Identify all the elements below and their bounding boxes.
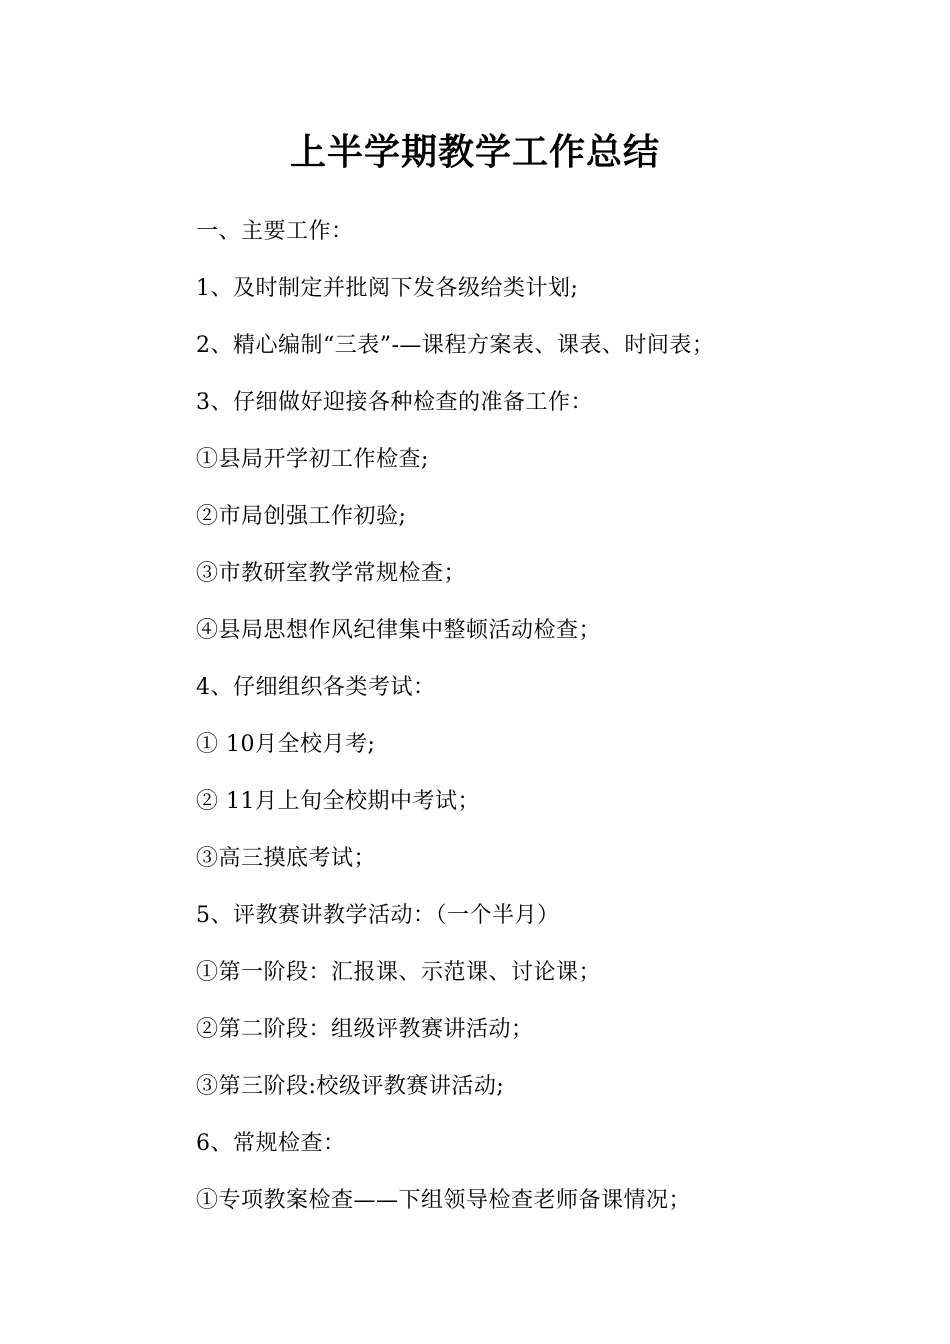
sub-list-item: ②市局创强工作初验; <box>196 504 407 529</box>
sub-list-item: ③高三摸底考试； <box>196 846 377 871</box>
sub-list-item: ②第二阶段：组级评教赛讲活动； <box>196 1017 534 1042</box>
sub-list-item: ①专项教案检查——下组领导检查老师备课情况； <box>196 1188 692 1213</box>
list-item: 4、仔细组织各类考试： <box>196 675 436 700</box>
list-item: 6、常规检查： <box>196 1131 346 1156</box>
sub-list-item: ③第三阶段:校级评教赛讲活动; <box>196 1074 505 1099</box>
document-title: 上半学期教学工作总结 <box>289 131 660 173</box>
sub-list-item: ①县局开学初工作检查; <box>196 447 429 472</box>
sub-list-item: ④县局思想作风纪律集中整顿活动检查； <box>196 618 602 643</box>
section-heading-main-work: 一、主要工作： <box>196 219 354 244</box>
sub-list-item: ① 10月全校月考; <box>196 732 376 757</box>
list-item: 5、评教赛讲教学活动：（一个半月） <box>196 903 560 928</box>
list-item: 2、精心编制“三表”-—课程方案表、课表、时间表； <box>196 333 715 358</box>
list-item: 1、及时制定并批阅下发各级给类计划; <box>196 276 579 301</box>
list-item: 3、仔细做好迎接各种检查的准备工作： <box>196 390 593 415</box>
document-body <box>196 203 896 1229</box>
sub-list-item: ①第一阶段：汇报课、示范课、讨论课； <box>196 960 602 985</box>
sub-list-item: ② 11月上旬全校期中考试； <box>196 789 480 814</box>
sub-list-item: ③市教研室教学常规检查； <box>196 561 467 586</box>
